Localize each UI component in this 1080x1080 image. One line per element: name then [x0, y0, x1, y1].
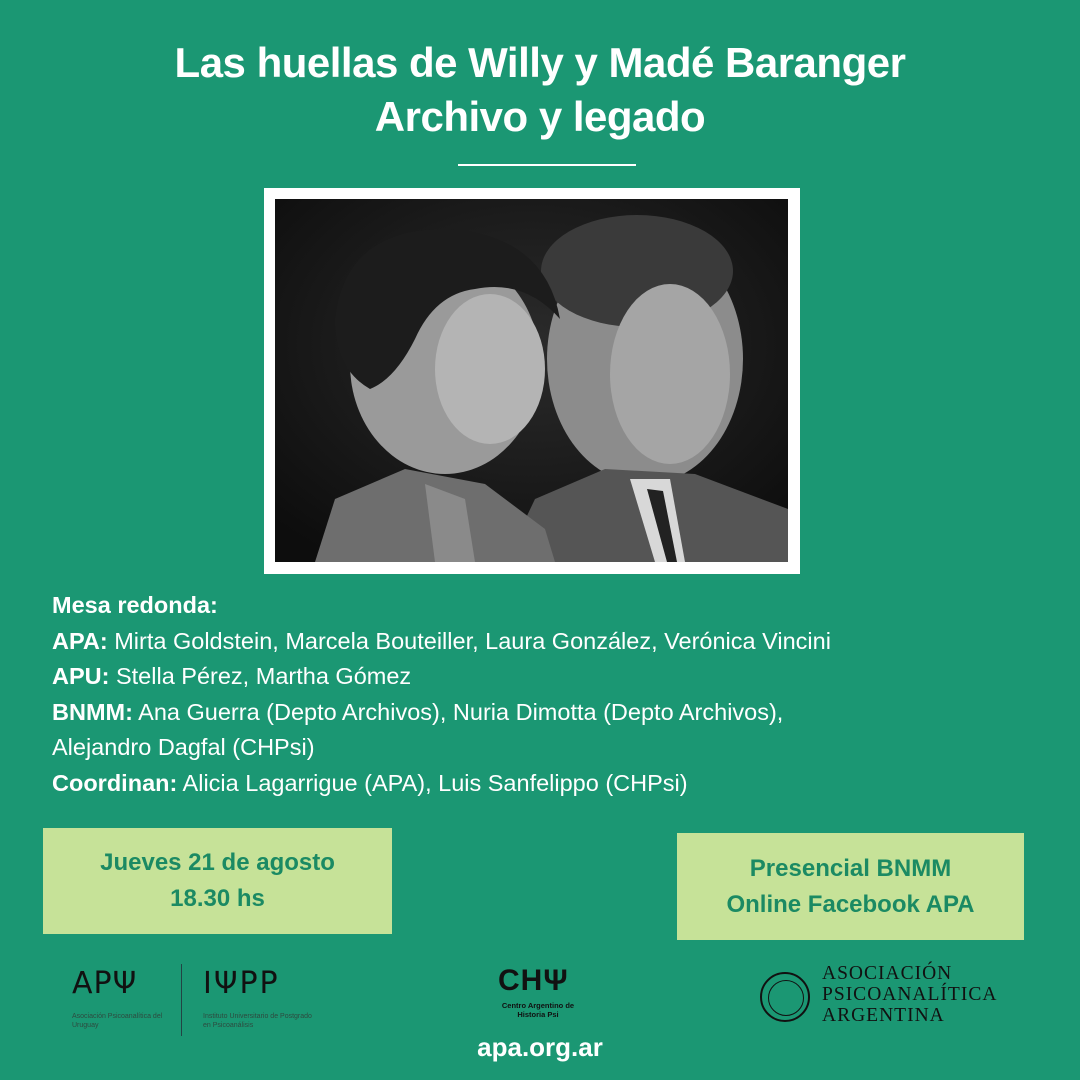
title-line-1: Las huellas de Willy y Madé Baranger [174, 39, 906, 86]
round-table-info [52, 588, 1042, 801]
info-heading: Mesa redonda: [52, 592, 218, 618]
date-box [43, 828, 392, 934]
iupp-logo-subtitle: Instituto Universitario de Postgrado en Psicoanálisis [203, 1013, 312, 1029]
page-title [0, 36, 1080, 144]
info-row-bnmm-cont: Alejandro Dagfal (CHPsi) [52, 734, 315, 760]
website-link[interactable]: apa.org.ar [477, 1032, 603, 1062]
photo-frame [264, 188, 800, 574]
iupp-logo: IΨPP [203, 966, 280, 1001]
mode-in-person: Presencial BNMM [749, 854, 952, 882]
mode-box [677, 833, 1024, 940]
info-row-apu: APU: Stella Pérez, Martha Gómez [52, 663, 412, 689]
title-divider [458, 164, 636, 166]
apu-logo-subtitle: Asociación Psicoanalítica del Uruguay [72, 1013, 163, 1029]
title-line-2: Archivo y legado [374, 93, 706, 140]
apa-logo [822, 963, 997, 1026]
chy-logo-subtitle: Centro Argentino de Historia Psi [501, 1001, 575, 1019]
info-row-apa: APA: Mirta Goldstein, Marcela Bouteiller, Laura González, Verónica Vincini [52, 627, 831, 654]
apa-logo-line-3: ARGENTINA [822, 1005, 945, 1026]
apa-logo-line-2: PSICOANALÍTICA [822, 984, 998, 1005]
portrait-photo [275, 199, 788, 562]
date-text: Jueves 21 de agosto [100, 849, 335, 876]
apa-logo-line-1: ASOCIACIÓN [822, 963, 953, 984]
apu-logo: APΨ [72, 966, 138, 1001]
mode-online: Online Facebook APA [726, 890, 975, 918]
portrait-photo-icon [275, 199, 788, 562]
info-row-coordinan: Coordinan: Alicia Lagarrigue (APA), Luis Sanfelippo (CHPsi) [52, 769, 688, 796]
logo-divider [181, 964, 182, 1036]
time-text: 18.30 hs [170, 885, 265, 912]
info-row-bnmm: BNMM: Ana Guerra (Depto Archivos), Nuria Dimotta (Depto Archivos), [52, 698, 784, 725]
apa-seal-icon [760, 972, 810, 1022]
chy-logo: CHΨ [498, 964, 569, 997]
